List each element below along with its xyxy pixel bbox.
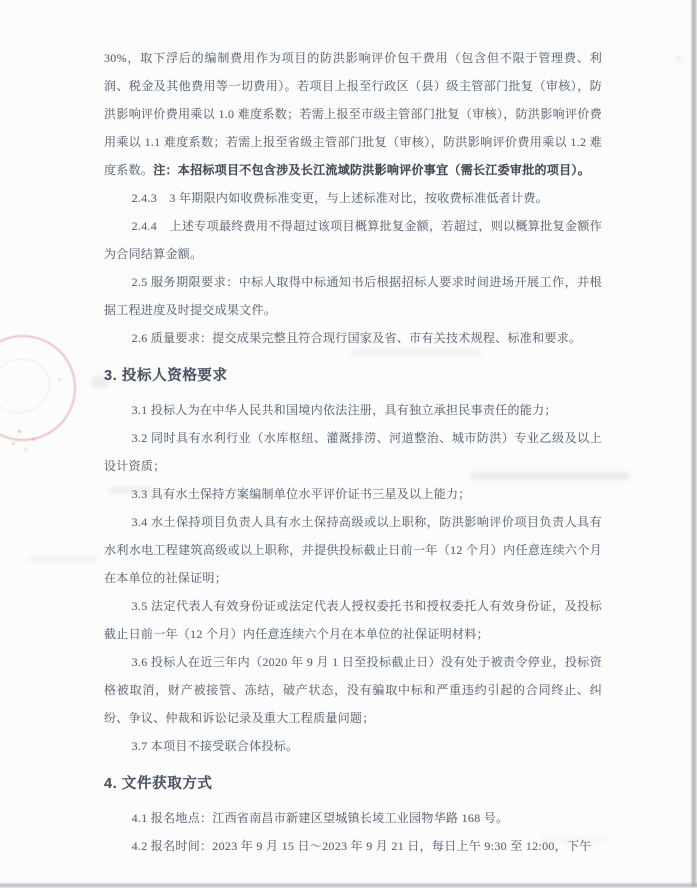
section-3-heading-bidder-qualifications: 3. 投标人资格要求 <box>104 368 228 384</box>
paragraph-fee-policy-continuation <box>104 44 602 184</box>
clause-3-7-no-consortium-bids: 3.7 本项目不接受联合体投标。 <box>131 739 299 753</box>
flood-eval-note-bold: 注：本招标项目不包含涉及长江流域防洪影响评价事宜（需长江委审批的项目）。 <box>153 163 591 177</box>
clause-3-6-no-violations-record: 3.6 投标人在近三年内（2020 年 9 月 1 日至投标截止日）没有处于被责令停业，投标资格被取消，财产被接管、冻结，破产状态，没有骗取中标和严重违约引起的合同终止、纠纷、争议、仲裁和诉讼记录及重大工程质量问题； <box>104 655 602 725</box>
clause-3-5-legal-representative-id: 3.5 法定代表人有效身份证或法定代表人授权委托书和授权委托人有效身份证，及投标截止日前一年（12 个月）内任意连续六个月在本单位的社保证明材料； <box>104 599 602 641</box>
clause-4-1-registration-address: 4.1 报名地点：江西省南昌市新建区望城镇长堎工业园物华路 168 号。 <box>131 811 509 825</box>
scan-smudge <box>676 56 682 61</box>
fee-policy-text: 30%，取下浮后的编制费用作为项目的防洪影响评价包干费用（包含但不限于管理费、利润、税金及其他费用等一切费用）。若项目上报至行政区（县）级主管部门批复（审核），防洪影响评价费用乘以 1.0 难度系数；若需上报至市级主管部门批复（审核），防洪影响评价费用乘以 1.1 难度系数；若需上报至省级主管部门批复（审核），防洪影响评价费用乘以 1.2 难度系数。 <box>104 51 602 177</box>
red-seal-stamp <box>0 335 76 441</box>
clause-3-2-design-qualification: 3.2 同时具有水利行业（水库枢纽、灌溉排涝、河道整治、城市防洪）专业乙级及以上设计资质； <box>104 431 602 473</box>
scan-edge-bottom <box>0 882 697 888</box>
section-4-heading-document-acquisition: 4. 文件获取方式 <box>104 776 213 792</box>
clause-2-4-3-fee-standard-change: 2.4.3 3 年期限内如收费标准变更，与上述标准对比，按收费标准低者计费。 <box>131 191 548 205</box>
clause-2-6-quality-requirement: 2.6 质量要求：提交成果完整且符合现行国家及省、市有关技术规程、标准和要求。 <box>131 331 582 345</box>
red-seal-ink-specks <box>18 430 21 433</box>
clause-3-1-legal-registration: 3.1 投标人为在中华人民共和国境内依法注册，具有独立承担民事责任的能力； <box>131 403 557 417</box>
scan-edge-right <box>690 0 697 888</box>
clause-3-3-soil-conservation-certificate: 3.3 具有水土保持方案编制单位水平评价证书三星及以上能力； <box>131 487 471 501</box>
clause-3-4-project-leader-titles: 3.4 水土保持项目负责人具有水土保持高级或以上职称，防洪影响评价项目负责人具有水利水电工程建筑高级或以上职称，并提供投标截止日前一年（12 个月）内任意连续六个月在本单位的社保证明； <box>104 515 602 585</box>
clause-2-4-4-budget-cap: 2.4.4 上述专项最终费用不得超过该项目概算批复金额，若超过，则以概算批复金额作为合同结算金额。 <box>104 219 602 261</box>
clause-2-5-service-period: 2.5 服务期限要求：中标人取得中标通知书后根据招标人要求时间进场开展工作，并根据工程进度及时提交成果文件。 <box>104 275 602 317</box>
document-text-block <box>104 44 602 860</box>
scan-smudge <box>28 556 98 562</box>
clause-4-2-registration-time: 4.2 报名时间：2023 年 9 月 15 日～2023 年 9 月 21 日，每日上午 9:30 至 12:00，下午 <box>131 839 592 853</box>
